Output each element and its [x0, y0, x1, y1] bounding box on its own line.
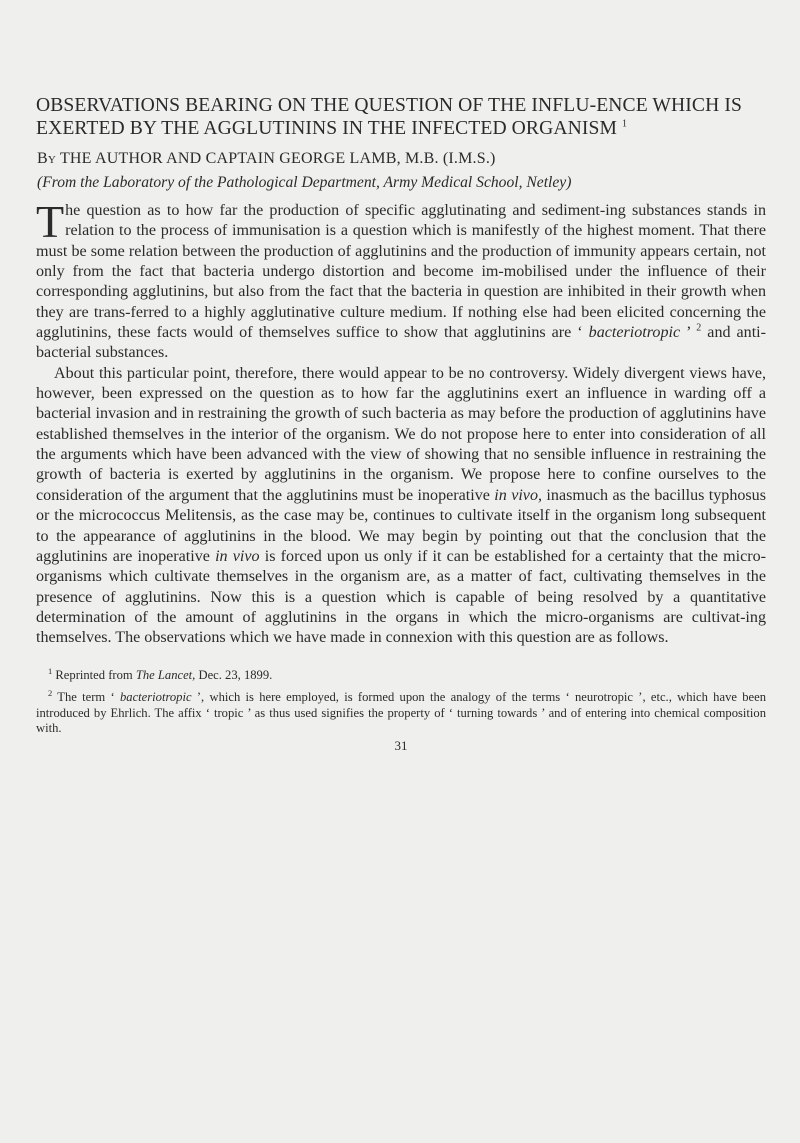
- article-origin: [36, 173, 766, 193]
- footnote-2: [36, 687, 766, 737]
- term-bacteriotropic: bacteriotropic: [588, 324, 681, 342]
- article-title-text: OBSERVATIONS BEARING ON THE QUESTION OF THE INFLU-ENCE WHICH IS EXERTED BY THE AGGLUTININS IN THE INFECTED ORGANISM: [36, 95, 742, 139]
- drop-cap: T: [36, 196, 65, 247]
- paragraph-2: [36, 364, 766, 649]
- footnote-ref-2: 2: [696, 322, 702, 334]
- footnote-2-text-b: ’, which is here employed, is formed upon the analogy of the terms ‘ neurotropic ’, etc., which have been introduced by Ehrlich. The affix ‘ tropic ’ as thus used signifies the property of ‘ turning towards ’ and of entering into chemical composition with.: [36, 690, 766, 736]
- paragraph-1: [36, 196, 767, 364]
- footnote-2-text-a: The term ‘: [57, 690, 115, 705]
- paragraph-1-text: he question as to how far the production of specific agglutinating and sediment-ing substances stands in relation to the process of immunisation is a question which is manifestly of the highest moment. That there must be some relation between the production of agglutinins and the production of immunity appears certain, not only from the fact that bacteria undergo distortion and become im-mobilised under the influence of their corresponding agglutinins, but also from the fact that the bacteria in question are inhibited in their growth when they are trans-ferred to a highly agglutinative culture medium. If nothing else had been elicited concerning the agglutinins, these facts would of themselves suffice to show that agglutinins are ‘: [36, 202, 766, 342]
- in-vivo-2: in vivo: [215, 547, 260, 565]
- footnote-2-mark: 2: [48, 687, 53, 698]
- footnote-2-term: bacteriotropic: [119, 690, 192, 705]
- paragraph-2-text-b: inasmuch as the bacillus typhosus or the micrococcus Melitensis, as the case may be, continues to cultivate itself in the organism long subsequent to the appearance of agglutinins in the blood. We may begin by pointing out that the conclusion that the agglutinins are inoperative: [36, 486, 766, 565]
- in-vivo-1: in vivo,: [494, 486, 543, 504]
- article-title: [36, 94, 766, 140]
- byline-authors: THE AUTHOR AND CAPTAIN GEORGE LAMB, M.B. (I.M.S.): [59, 150, 496, 167]
- footnote-1-mark: 1: [48, 665, 53, 676]
- footnotes: [36, 665, 766, 737]
- article-origin-text: (From the Laboratory of the Pathological Department, Army Medical School, Netley): [37, 174, 572, 191]
- title-footnote-mark: 1: [622, 118, 628, 130]
- page: [36, 94, 766, 754]
- article-body: [36, 196, 767, 649]
- page-number: 31: [394, 737, 408, 753]
- paragraph-1-quote-close: ’: [686, 324, 691, 342]
- byline-prefix: By: [37, 150, 57, 167]
- footnote-1-date: Dec. 23, 1899.: [198, 667, 273, 682]
- paragraph-2-text-a: About this particular point, therefore, there would appear to be no controversy. Widely divergent views have, however, been expressed on the question as to how far the agglutinins exert an influence in warding off a bacterial invasion and in restraining the growth of such bacteria as may before the production of agglutinins have established themselves in the interior of the organism. We do not propose here to enter into consideration of all the arguments which have been advanced with the view of showing that no sensible influence in restraining the growth of bacteria is exerted by agglutinins in the organism. We propose here to confine ourselves to the consideration of the argument that the agglutinins must be inoperative: [36, 364, 766, 504]
- paragraph-1-end: and anti-bacterial substances.: [36, 324, 767, 362]
- footnote-1-prefix: Reprinted from: [55, 667, 133, 682]
- footnote-1: [36, 665, 766, 684]
- footnote-1-journal: The Lancet,: [135, 667, 196, 682]
- paragraph-2-text-c: is forced upon us only if it can be established for a certainty that the micro-organisms which cultivate themselves in the organism are, as a matter of fact, cultivating themselves in the presence of agglutinins. Now this is a question which is capable of being resolved by a quantitative determination of the amount of agglutinins in the organs in which the micro-organisms are cultivat-ing themselves. The observations which we have made in connexion with this question are as follows.: [36, 547, 766, 647]
- byline: [36, 149, 766, 169]
